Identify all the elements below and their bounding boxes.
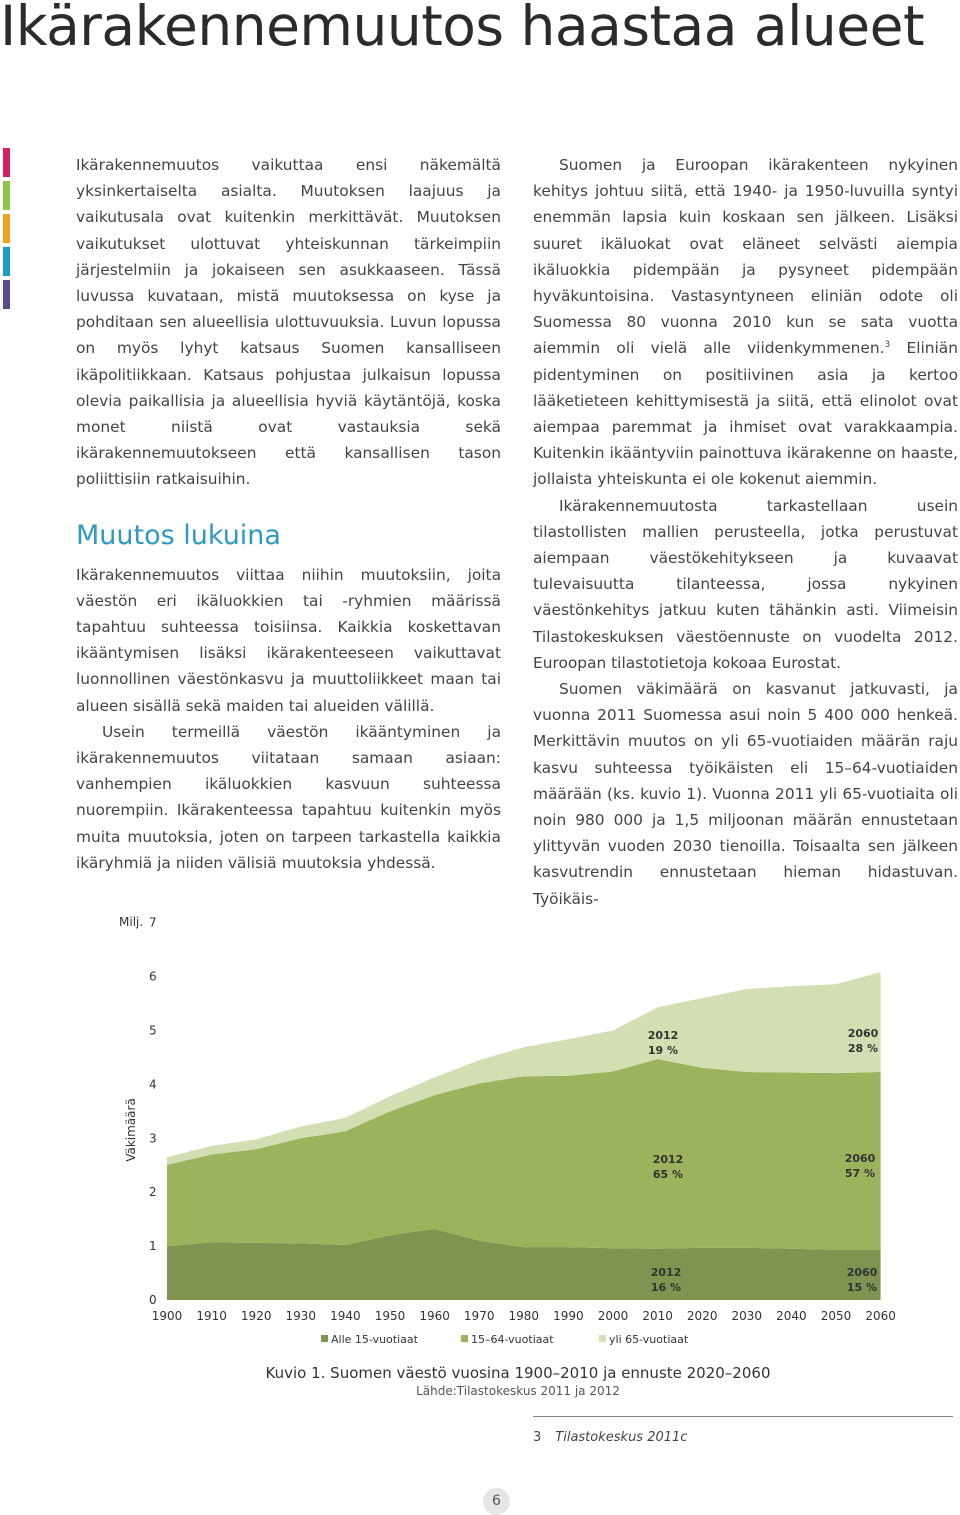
x-tick-label: 1950 — [374, 1309, 406, 1323]
figure-caption: Kuvio 1. Suomen väestö vuosina 1900–2010 ja ennuste 2020–2060 — [265, 1364, 771, 1382]
footnote-number: 3 — [533, 1430, 542, 1445]
x-tick-label: 1990 — [553, 1309, 584, 1323]
footnote-text: Tilastokeskus 2011c — [555, 1430, 688, 1445]
body-paragraph: Usein termeillä väestön ikääntyminen ja ikärakennemuutos viitataan samaan asiaan: vanhempien ikäluokkien kasvuun suhteessa nuorempiin. Ikärakenteessa tapahtuu kuitenkin myös muita muutoksia, joten on tarpeen tarkastella kaikkia ikäryhmiä ja niiden välisiä muutoksia yhdessä. — [76, 722, 501, 872]
accent-bar-red — [3, 148, 10, 177]
area-series-1 — [167, 1059, 881, 1250]
x-tick-label: 1910 — [196, 1309, 227, 1323]
x-tick-label: 1930 — [285, 1309, 317, 1323]
population-chart — [110, 905, 910, 1350]
page-number: 6 — [483, 1488, 510, 1515]
annotation-percent: 16 % — [650, 1281, 682, 1294]
y-tick-label: 0 — [149, 1293, 157, 1307]
y-tick-label: 3 — [149, 1131, 157, 1146]
body-paragraph: Ikärakennemuutos viittaa niihin muutoksiin, joita väestön eri ikäluokkien tai -ryhmien määrissä tapahtuu suhteessa toisiinsa. Kaikkia koskettavan ikääntymisen lisäksi ikärakenteeseen vaikuttavat luonnollinen väestönkasvu ja muuttoliikkeet maan tai alueen sisällä sekä maiden tai alueiden välillä. — [76, 565, 501, 715]
x-tick-label: 1920 — [240, 1309, 272, 1323]
annotation-percent: 57 % — [844, 1167, 876, 1180]
accent-bar-orange — [3, 214, 10, 243]
accent-bar-blue — [3, 247, 10, 276]
annotation-percent: 28 % — [847, 1042, 879, 1055]
footnote — [533, 1430, 687, 1445]
y-axis-label: Väkimäärä — [124, 1098, 138, 1162]
legend-label: yli 65-vuotiaat — [609, 1333, 689, 1346]
legend-swatch — [599, 1335, 606, 1342]
x-tick-label: 2050 — [820, 1309, 852, 1323]
annotation-year: 2012 — [647, 1029, 679, 1042]
y-tick-label: 2 — [149, 1185, 157, 1200]
x-tick-label: 2030 — [731, 1309, 763, 1323]
y-tick-label: 5 — [149, 1023, 157, 1038]
accent-bars — [3, 148, 10, 313]
body-text: Suomen ja Euroopan ikärakenteen nykyinen kehitys johtuu siitä, että 1940- ja 1950-luvuilla syntyi enemmän lapsia kuin koskaan sen jälkeen. Lisäksi suuret ikäluokat ovat eläneet selvästi aiempia ikäluokkia pidempään ja pysyneet pidempään hyväkuntoisina. Vastasyntyneen eliniän odote oli Suomessa 80 vuonna 2010 kun se sata vuotta aiemmin oli vielä alle viidenkymmenen. — [533, 156, 958, 358]
annotation-percent: 65 % — [652, 1168, 684, 1181]
x-tick-label: 1980 — [508, 1309, 540, 1323]
y-unit-label: Milj. — [119, 915, 144, 929]
footnote-divider — [533, 1416, 953, 1417]
section-heading: Muutos lukuina — [76, 519, 281, 551]
y-tick-label: 7 — [149, 915, 157, 930]
annotation-year: 2012 — [652, 1153, 684, 1166]
legend-swatch — [461, 1335, 468, 1342]
right-column — [533, 152, 958, 912]
legend-swatch — [321, 1335, 328, 1342]
y-tick-label: 6 — [149, 969, 157, 984]
y-tick-label: 1 — [149, 1239, 157, 1254]
footnote-ref: 3 — [884, 340, 891, 351]
annotation-percent: 19 % — [647, 1044, 679, 1057]
left-column — [76, 152, 501, 876]
annotation-year: 2060 — [847, 1027, 879, 1040]
accent-bar-purple — [3, 280, 10, 309]
body-text: Eliniän pidentyminen on positiivinen asia ja kertoo lääketieteen kehittymisestä ja siitä, että elinolot ovat aiempaa paremmat ja ihmiset ovat varakkaampia. Kuitenkin ikääntyviin painottuva ikärakenne on haaste, jollaista yhteiskunta ei ole kokenut aiemmin. — [533, 339, 958, 489]
annotation-year: 2060 — [846, 1266, 878, 1279]
figure-source: Lähde:Tilastokeskus 2011 ja 2012 — [416, 1384, 620, 1398]
accent-bar-green — [3, 181, 10, 210]
annotation-percent: 15 % — [846, 1281, 878, 1294]
x-tick-label: 1960 — [419, 1309, 450, 1323]
x-tick-label: 2010 — [642, 1309, 673, 1323]
x-tick-label: 1900 — [151, 1309, 183, 1323]
body-paragraph: Ikärakennemuutosta tarkastellaan usein tilastollisten mallien perusteella, jotka perustuvat aiempaan väestökehitykseen ja kuvaavat tulevaisuutta tilanteessa, jossa nykyinen väestönkehitys jatkuu kuten tähänkin asti. Viimeisin Tilastokeskuksen väestöennuste on vuodelta 2012. Euroopan tilastotietoja kokoaa Eurostat. — [533, 496, 958, 672]
x-tick-label: 2060 — [865, 1309, 896, 1323]
x-tick-label: 1970 — [463, 1309, 495, 1323]
x-tick-label: 1940 — [330, 1309, 361, 1323]
x-tick-label: 2020 — [686, 1309, 718, 1323]
intro-paragraph: Ikärakennemuutos vaikuttaa ensi näkemältä yksinkertaiselta asialta. Muutoksen laajuus ja vaikutusala ovat kuitenkin merkittävät. Muutoksen vaikutukset ulottuvat yhteiskunnan tärkeimpiin järjestelmiin ja jokaiseen sen asukkaaseen. Tässä luvussa kuvataan, mistä muutoksessa on kyse ja pohditaan sen alueellisia ulottuvuuksia. Luvun lopussa on myös lyhyt katsaus Suomen kansalliseen ikäpolitiikkaan. Katsaus pohjustaa julkaisun lopussa olevia paikallisia ja alueellisia hyviä käytäntöjä, koska monet niistä ovat vastauksia sekä ikärakennemuutokseen että kansallisen tason poliittisiin ratkaisuihin. — [76, 156, 501, 489]
body-paragraph — [533, 152, 958, 493]
y-tick-label: 4 — [149, 1077, 157, 1092]
x-tick-label: 2040 — [776, 1309, 807, 1323]
legend-label: 15–64-vuotiaat — [471, 1333, 554, 1346]
annotation-year: 2060 — [844, 1152, 876, 1165]
x-tick-label: 2000 — [597, 1309, 629, 1323]
legend-label: Alle 15-vuotiaat — [331, 1333, 418, 1346]
body-paragraph: Suomen väkimäärä on kasvanut jatkuvasti, ja vuonna 2011 Suomessa asui noin 5 400 000 henkeä. Merkittävin muutos on yli 65-vuotiaiden määrän raju kasvu suhteessa työikäisten eli 15–64-vuotiaiden määrään (ks. kuvio 1). Vuonna 2011 yli 65-vuotiaita oli noin 980 000 ja 1,5 miljoonan määrän ennustetaan ylittyvän vuoden 2030 tienoilla. Toisaalta sen jälkeen kasvutrendin ennustetaan hieman hidastuvan. Työikäis- — [533, 680, 958, 908]
page-title: Ikärakennemuutos haastaa alueet — [0, 0, 925, 58]
annotation-year: 2012 — [650, 1266, 682, 1279]
